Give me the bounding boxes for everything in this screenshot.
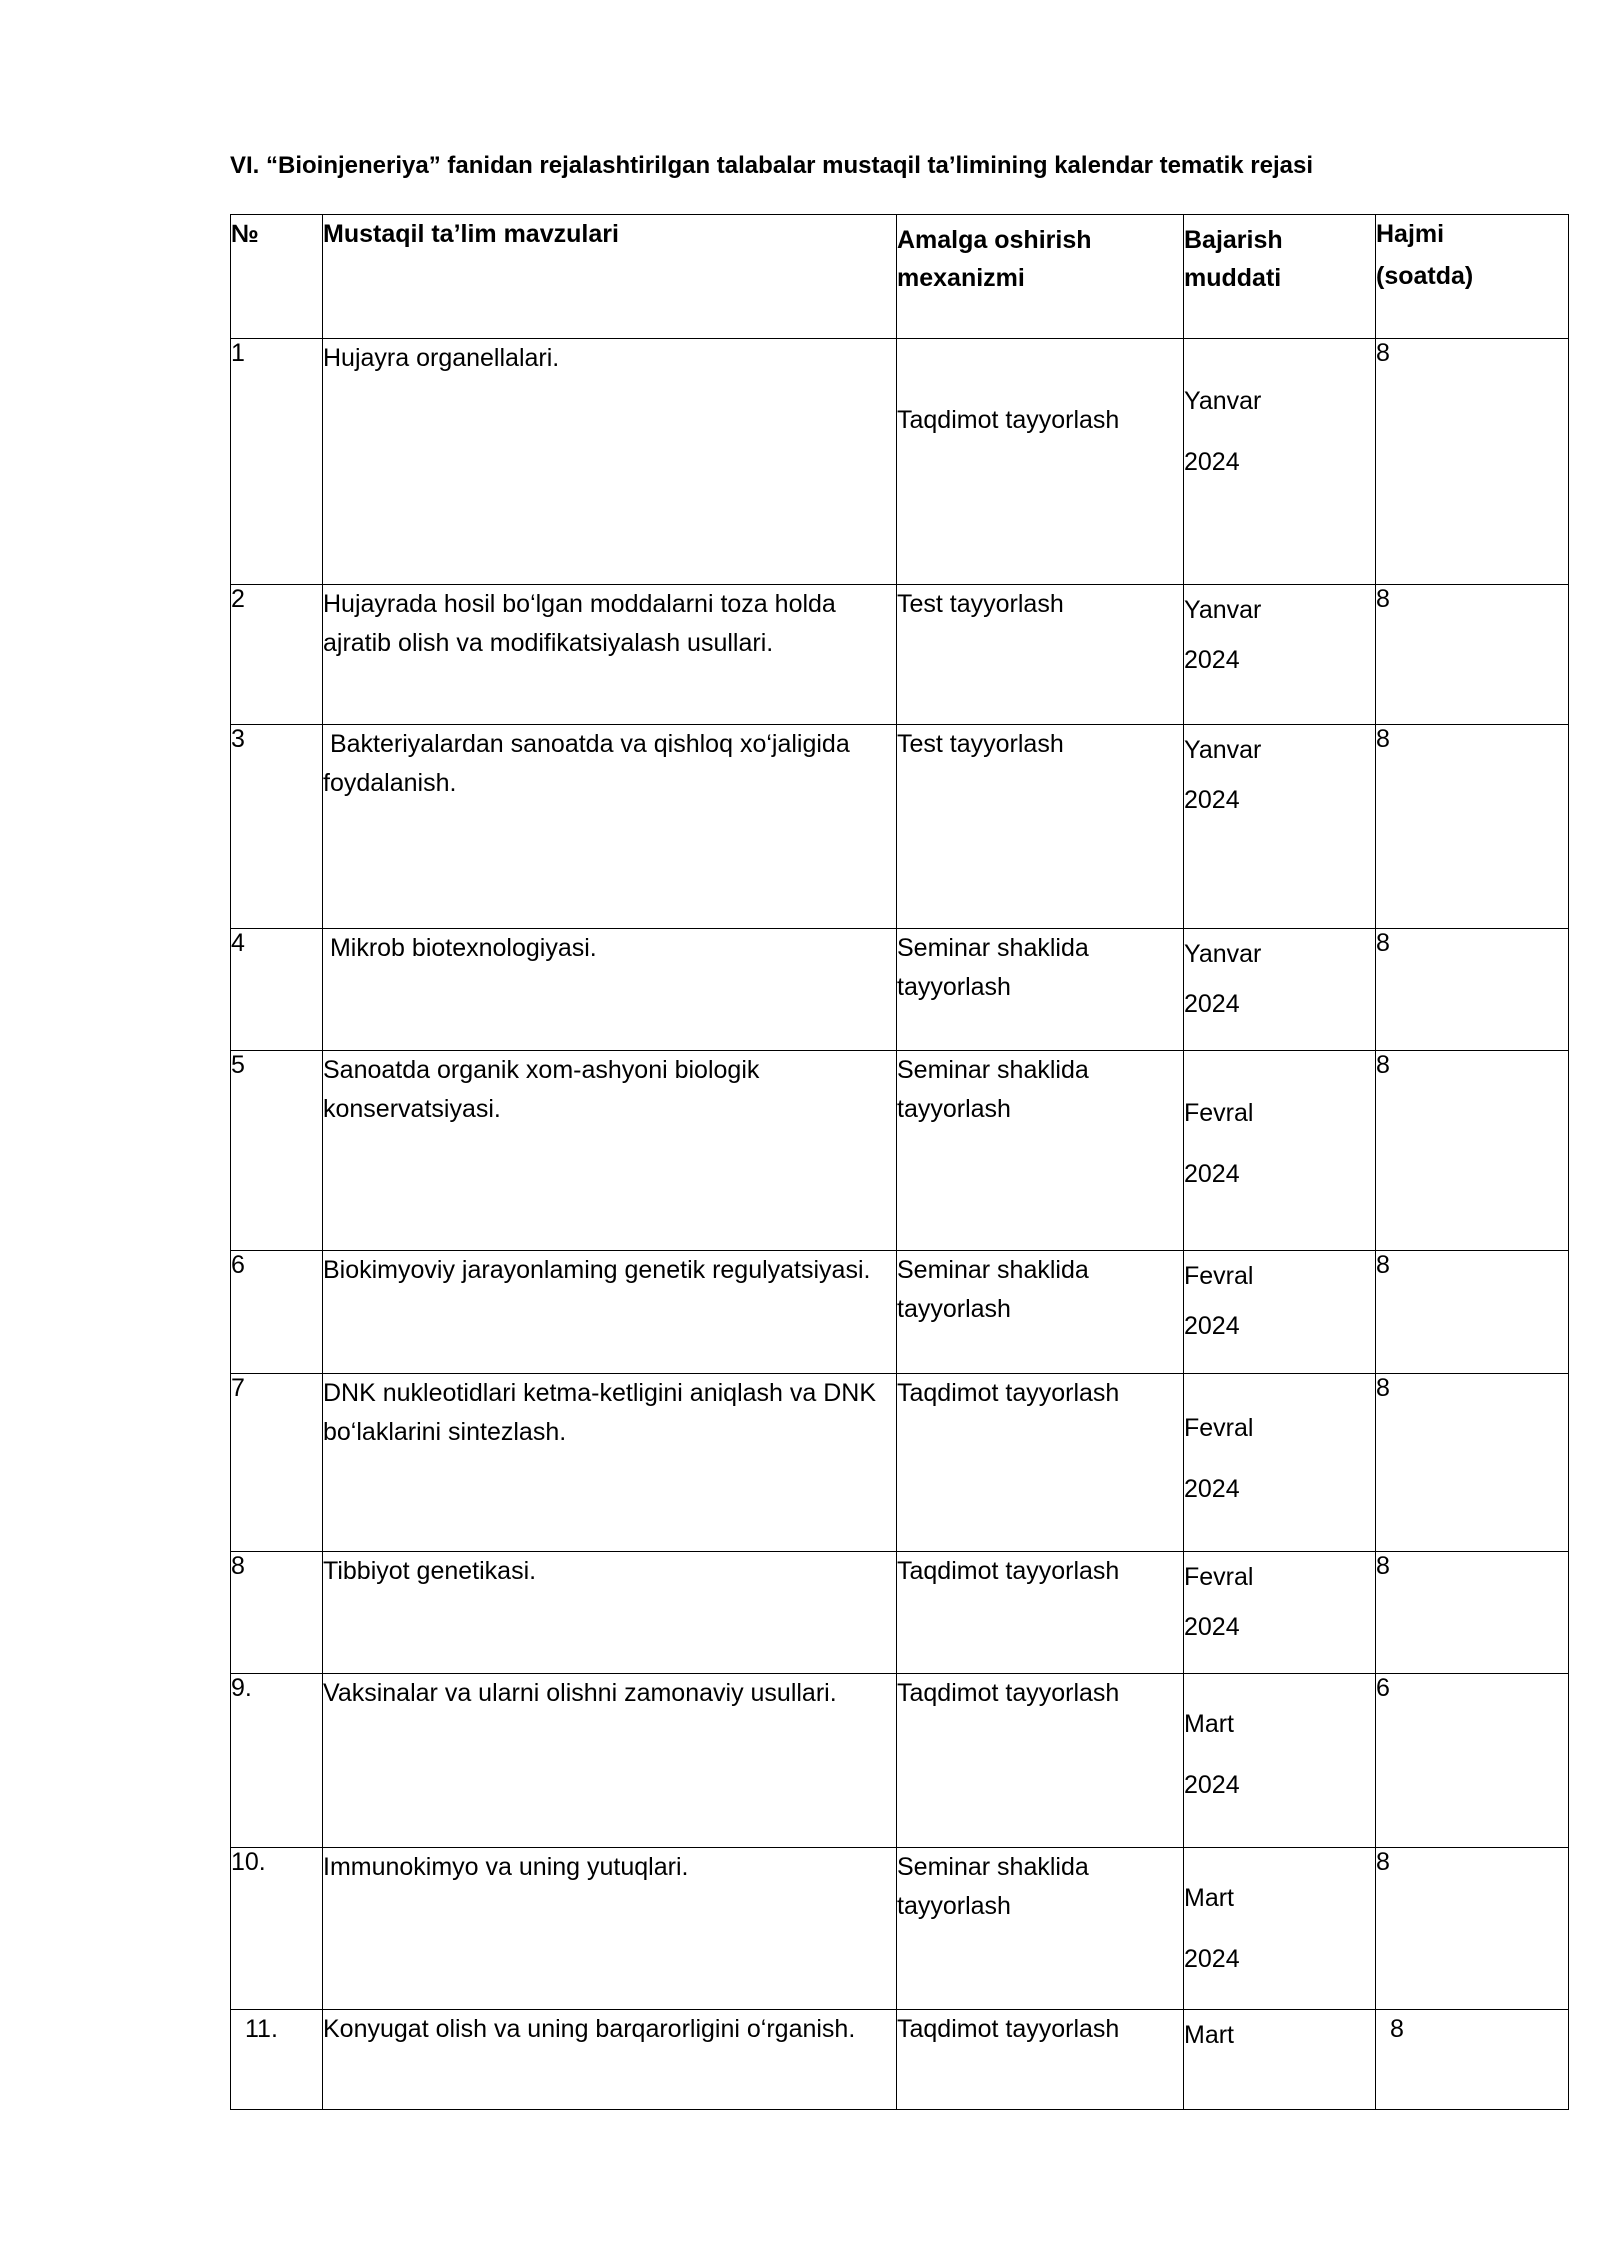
table-row	[231, 725, 1569, 929]
table-row	[231, 1552, 1569, 1674]
row-mechanism: Test tayyorlash	[897, 585, 1184, 725]
header-hours: Hajmi (soatda)	[1376, 215, 1569, 339]
row-number: 6	[231, 1251, 323, 1374]
row-topic: Konyugat olish va uning barqarorligini o‘rganish.	[323, 2010, 897, 2110]
row-topic: DNK nukleotidlari ketma-ketligini aniqlash va DNK bo‘laklarini sintezlash.	[323, 1374, 897, 1552]
row-term: Yanvar 2024	[1184, 725, 1376, 929]
row-term: Fevral 2024	[1184, 1251, 1376, 1374]
row-term: Fevral 2024	[1184, 1051, 1376, 1251]
row-number: 3	[231, 725, 323, 929]
row-hours: 8	[1376, 929, 1569, 1051]
table-row	[231, 1674, 1569, 1848]
row-mechanism: Test tayyorlash	[897, 725, 1184, 929]
table-row	[231, 1374, 1569, 1552]
row-mechanism: Taqdimot tayyorlash	[897, 2010, 1184, 2110]
row-term: Yanvar 2024	[1184, 585, 1376, 725]
document-title: VI. “Bioinjeneriya” fanidan rejalashtirilgan talabalar mustaqil ta’limining kalendar tematik rejasi	[230, 152, 1314, 179]
row-hours: 8	[1376, 1552, 1569, 1674]
row-topic: Mikrob biotexnologiyasi.	[323, 929, 897, 1051]
row-hours: 6	[1376, 1674, 1569, 1848]
header-mechanism: Amalga oshirish mexanizmi	[897, 215, 1184, 339]
row-mechanism: Seminar shaklida tayyorlash	[897, 1251, 1184, 1374]
row-mechanism: Taqdimot tayyorlash	[897, 1374, 1184, 1552]
row-number: 2	[231, 585, 323, 725]
table-row	[231, 2010, 1569, 2110]
row-term: Yanvar 2024	[1184, 339, 1376, 585]
row-hours: 8	[1376, 1051, 1569, 1251]
row-term: Mart 2024	[1184, 1674, 1376, 1848]
row-number: 7	[231, 1374, 323, 1552]
plan-table	[230, 214, 1569, 2110]
table-header-row	[231, 215, 1569, 339]
row-hours: 8	[1376, 585, 1569, 725]
row-topic: Biokimyoviy jarayonlaming genetik regulyatsiyasi.	[323, 1251, 897, 1374]
row-number: 11.	[231, 2010, 323, 2110]
row-term: Mart 2024	[1184, 1848, 1376, 2010]
row-hours: 8	[1376, 2010, 1569, 2110]
row-term: Fevral 2024	[1184, 1374, 1376, 1552]
row-topic: Hujayra organellalari.	[323, 339, 897, 585]
row-topic: Bakteriyalardan sanoatda va qishloq xo‘jaligida foydalanish.	[323, 725, 897, 929]
table-row	[231, 585, 1569, 725]
row-topic: Tibbiyot genetikasi.	[323, 1552, 897, 1674]
row-topic: Immunokimyo va uning yutuqlari.	[323, 1848, 897, 2010]
row-number: 9.	[231, 1674, 323, 1848]
row-mechanism: Taqdimot tayyorlash	[897, 1552, 1184, 1674]
row-term: Mart	[1184, 2010, 1376, 2110]
row-number: 8	[231, 1552, 323, 1674]
row-hours: 8	[1376, 725, 1569, 929]
header-term: Bajarish muddati	[1184, 215, 1376, 339]
row-number: 4	[231, 929, 323, 1051]
row-number: 10.	[231, 1848, 323, 2010]
row-hours: 8	[1376, 339, 1569, 585]
row-hours: 8	[1376, 1374, 1569, 1552]
row-topic: Sanoatda organik xom-ashyoni biologik konservatsiyasi.	[323, 1051, 897, 1251]
table-row	[231, 929, 1569, 1051]
table-row	[231, 1051, 1569, 1251]
table-row	[231, 1251, 1569, 1374]
row-number: 5	[231, 1051, 323, 1251]
table-row	[231, 339, 1569, 585]
row-term: Yanvar 2024	[1184, 929, 1376, 1051]
row-mechanism: Taqdimot tayyorlash	[897, 1674, 1184, 1848]
row-mechanism: Seminar shaklida tayyorlash	[897, 1848, 1184, 2010]
row-topic: Vaksinalar va ularni olishni zamonaviy usullari.	[323, 1674, 897, 1848]
row-mechanism: Taqdimot tayyorlash	[897, 339, 1184, 585]
row-mechanism: Seminar shaklida tayyorlash	[897, 1051, 1184, 1251]
row-hours: 8	[1376, 1251, 1569, 1374]
row-mechanism: Seminar shaklida tayyorlash	[897, 929, 1184, 1051]
row-number: 1	[231, 339, 323, 585]
table-row	[231, 1848, 1569, 2010]
row-term: Fevral 2024	[1184, 1552, 1376, 1674]
row-topic: Hujayrada hosil bo‘lgan moddalarni toza holda ajratib olish va modifikatsiyalash usullari.	[323, 585, 897, 725]
header-num: №	[231, 215, 323, 339]
row-hours: 8	[1376, 1848, 1569, 2010]
header-topic: Mustaqil ta’lim mavzulari	[323, 215, 897, 339]
